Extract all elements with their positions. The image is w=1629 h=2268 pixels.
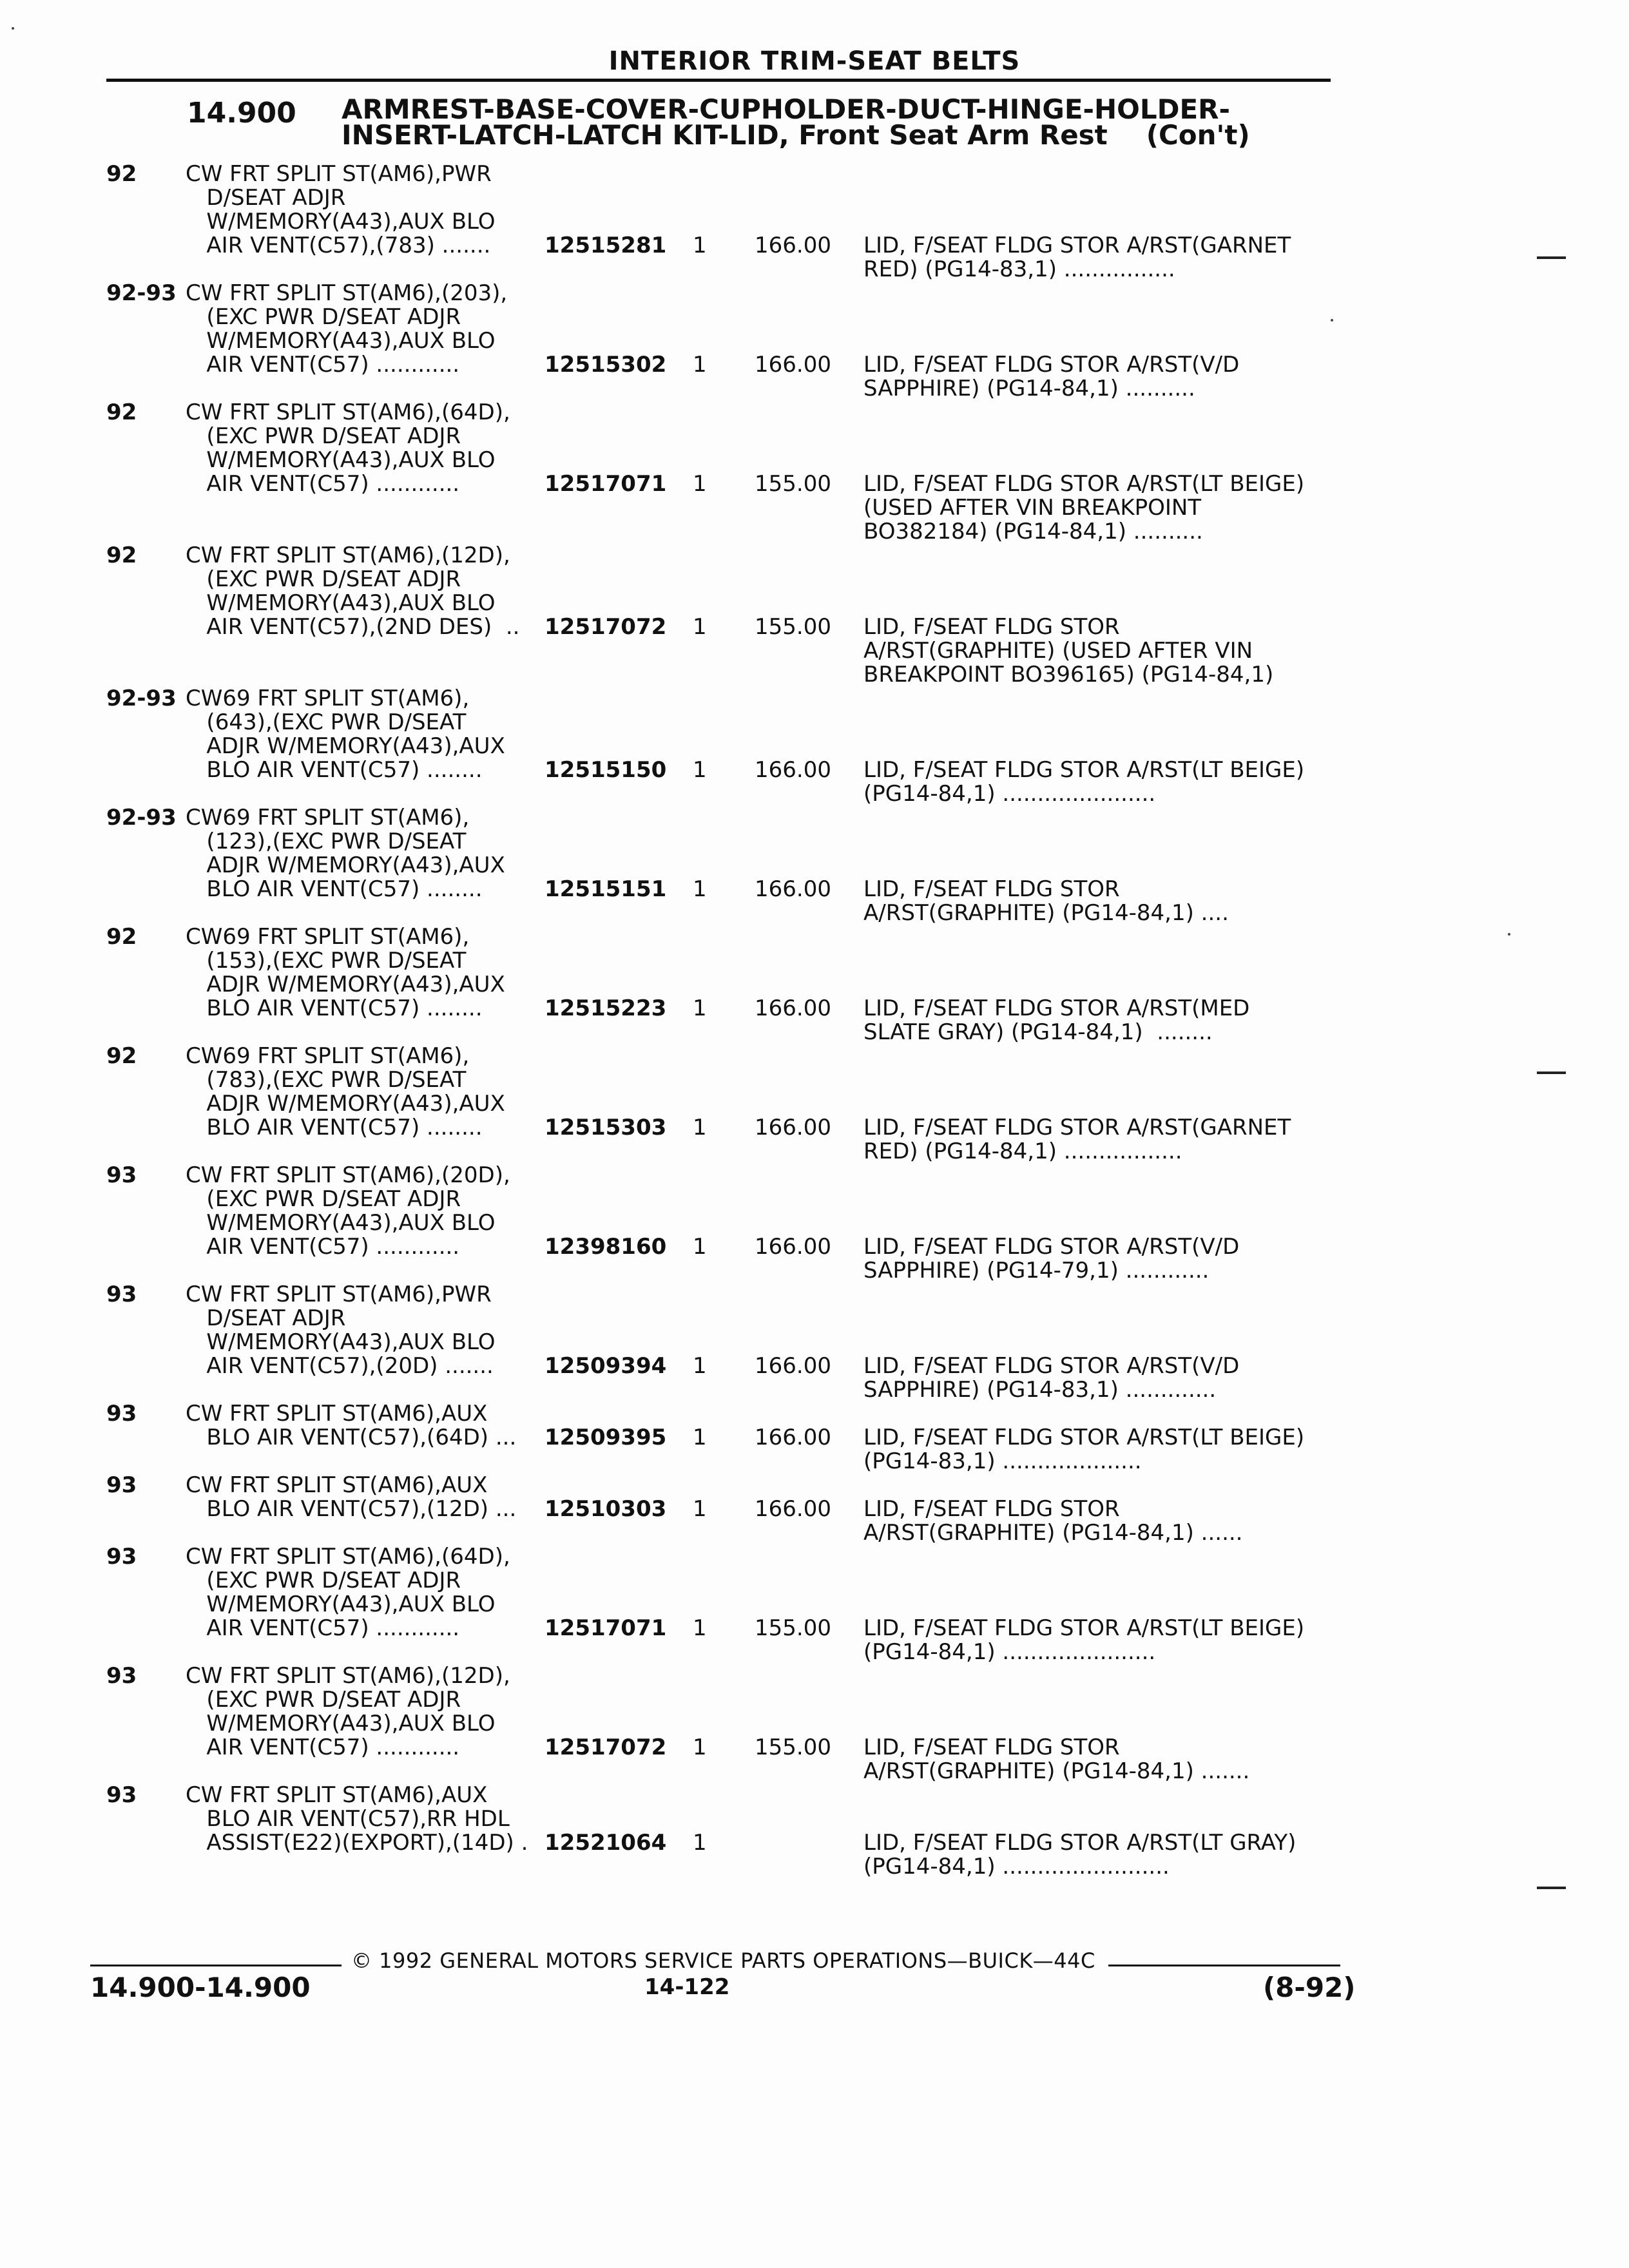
part-number: 12515302 [545, 352, 667, 378]
usage-description-line: CW FRT SPLIT ST(AM6),(20D), [186, 1162, 510, 1188]
usage-description-line: AIR VENT(C57) ............ [186, 1615, 460, 1641]
part-description-line: LID, F/SEAT FLDG STOR A/RST(GARNET [863, 233, 1291, 258]
usage-description-line: CW FRT SPLIT ST(AM6),(12D), [186, 1663, 510, 1689]
usage-description-line: (EXC PWR D/SEAT ADJR [186, 423, 461, 449]
quantity: 1 [693, 471, 707, 497]
part-description-line: (USED AFTER VIN BREAKPOINT [863, 495, 1202, 521]
part-number: 12509394 [545, 1353, 667, 1379]
part-description [863, 878, 1353, 925]
model-year: 92-93 [106, 686, 177, 711]
usage-description-line: CW69 FRT SPLIT ST(AM6), [186, 1043, 470, 1069]
part-description [863, 234, 1353, 282]
part-description [863, 1617, 1353, 1664]
usage-description-line: AIR VENT(C57) ............ [186, 471, 460, 497]
usage-description-line: AIR VENT(C57),(783) ....... [186, 233, 491, 258]
usage-description-line: (EXC PWR D/SEAT ADJR [186, 1687, 461, 1713]
usage-description-line: BLO AIR VENT(C57) ........ [186, 995, 483, 1021]
usage-description-line: (EXC PWR D/SEAT ADJR [186, 1186, 461, 1212]
part-description-line: LID, F/SEAT FLDG STOR A/RST(LT BEIGE) [863, 1425, 1305, 1450]
usage-description-line: CW FRT SPLIT ST(AM6),AUX [186, 1401, 488, 1427]
part-description-line: (PG14-83,1) .................... [863, 1448, 1142, 1474]
quantity: 1 [693, 1425, 707, 1450]
usage-description [186, 806, 553, 901]
model-year: 93 [106, 1544, 137, 1570]
quantity: 1 [693, 876, 707, 902]
part-description-line: RED) (PG14-83,1) ................ [863, 256, 1175, 282]
usage-description-line: AIR VENT(C57) ............ [186, 352, 460, 378]
part-description-line: SAPPHIRE) (PG14-84,1) .......... [863, 376, 1195, 401]
footer-rule-left [90, 1965, 342, 1966]
usage-description-line: AIR VENT(C57),(2ND DES) .. [186, 614, 520, 640]
model-year: 92 [106, 399, 137, 425]
section-continued: (Con't) [1146, 119, 1250, 151]
list-price: 166.00 [755, 233, 831, 258]
part-description-line: LID, F/SEAT FLDG STOR [863, 1735, 1120, 1760]
part-number: 12515281 [545, 233, 667, 258]
quantity: 1 [693, 352, 707, 378]
margin-mark [1537, 1887, 1566, 1889]
header-rule [106, 79, 1331, 82]
footer-rule-right [1108, 1965, 1340, 1966]
model-year: 93 [106, 1663, 137, 1689]
list-price: 166.00 [755, 876, 831, 902]
part-number: 12517072 [545, 1735, 667, 1760]
table-row [0, 282, 1629, 401]
list-price: 166.00 [755, 757, 831, 783]
list-price: 155.00 [755, 1735, 831, 1760]
usage-description [186, 1164, 553, 1259]
usage-description-line: CW FRT SPLIT ST(AM6),PWR [186, 161, 492, 187]
list-price: 166.00 [755, 352, 831, 378]
usage-description [186, 1044, 553, 1140]
usage-description [186, 401, 553, 496]
model-year: 93 [106, 1472, 137, 1498]
model-year: 93 [106, 1782, 137, 1808]
usage-description-line: (643),(EXC PWR D/SEAT [186, 709, 467, 735]
part-number: 12521064 [545, 1830, 667, 1856]
table-row [0, 1402, 1629, 1474]
part-description-line: LID, F/SEAT FLDG STOR A/RST(LT GRAY) [863, 1830, 1296, 1856]
part-description-line: LID, F/SEAT FLDG STOR A/RST(V/D [863, 1353, 1240, 1379]
usage-description-line: ADJR W/MEMORY(A43),AUX [186, 972, 505, 997]
usage-description [186, 162, 553, 258]
part-description-line: A/RST(GRAPHITE) (PG14-84,1) .... [863, 900, 1229, 926]
part-number: 12515151 [545, 876, 667, 902]
section-title-line2: INSERT-LATCH-LATCH KIT-LID, Front Seat Arm Rest [342, 119, 1108, 151]
page-title: INTERIOR TRIM-SEAT BELTS [608, 46, 1021, 76]
list-price: 166.00 [755, 1496, 831, 1522]
table-row [0, 925, 1629, 1044]
part-description-line: RED) (PG14-84,1) ................. [863, 1139, 1182, 1164]
usage-description-line: (EXC PWR D/SEAT ADJR [186, 304, 461, 330]
usage-description-line: BLO AIR VENT(C57) ........ [186, 1115, 483, 1140]
model-year: 92-93 [106, 805, 177, 831]
usage-description-line: CW69 FRT SPLIT ST(AM6), [186, 805, 470, 831]
part-description [863, 1116, 1353, 1164]
part-description [863, 758, 1353, 806]
usage-description [186, 544, 553, 639]
part-description [863, 1831, 1353, 1879]
scan-speck [12, 27, 14, 30]
model-year: 93 [106, 1162, 137, 1188]
part-number: 12515303 [545, 1115, 667, 1140]
part-number: 12398160 [545, 1234, 667, 1260]
part-description [863, 472, 1353, 544]
usage-description [186, 1474, 553, 1521]
usage-description-line: D/SEAT ADJR [186, 1305, 346, 1331]
usage-description-line: W/MEMORY(A43),AUX BLO [186, 1591, 496, 1617]
part-description-line: LID, F/SEAT FLDG STOR [863, 876, 1120, 902]
part-description [863, 997, 1353, 1044]
usage-description-line: BLO AIR VENT(C57),(12D) ... [186, 1496, 517, 1522]
usage-description-line: (153),(EXC PWR D/SEAT [186, 948, 467, 974]
part-description [863, 615, 1353, 687]
model-year: 92 [106, 543, 137, 568]
margin-mark [1537, 1072, 1566, 1074]
part-description-line: SLATE GRAY) (PG14-84,1) ........ [863, 1019, 1213, 1045]
usage-description-line: AIR VENT(C57) ............ [186, 1234, 460, 1260]
model-year: 93 [106, 1282, 137, 1307]
part-description-line: LID, F/SEAT FLDG STOR [863, 614, 1120, 640]
usage-description-line: W/MEMORY(A43),AUX BLO [186, 1210, 496, 1236]
table-row [0, 162, 1629, 282]
section-range: 14.900-14.900 [90, 1972, 311, 2003]
table-row [0, 687, 1629, 806]
list-price: 155.00 [755, 471, 831, 497]
usage-description-line: CW FRT SPLIT ST(AM6),(64D), [186, 1544, 510, 1570]
usage-description-line: ADJR W/MEMORY(A43),AUX [186, 733, 505, 759]
usage-description-line: BLO AIR VENT(C57) ........ [186, 876, 483, 902]
part-description-line: A/RST(GRAPHITE) (PG14-84,1) ....... [863, 1758, 1250, 1784]
section-title [342, 93, 1289, 151]
table-row [0, 1664, 1629, 1783]
list-price: 155.00 [755, 614, 831, 640]
model-year: 92 [106, 1043, 137, 1069]
part-description-line: LID, F/SEAT FLDG STOR A/RST(LT BEIGE) [863, 757, 1305, 783]
list-price: 155.00 [755, 1615, 831, 1641]
quantity: 1 [693, 1496, 707, 1522]
quantity: 1 [693, 995, 707, 1021]
part-number: 12517072 [545, 614, 667, 640]
part-description-line: LID, F/SEAT FLDG STOR [863, 1496, 1120, 1522]
part-description [863, 353, 1353, 401]
usage-description-line: CW69 FRT SPLIT ST(AM6), [186, 686, 470, 711]
part-description-line: SAPPHIRE) (PG14-79,1) ............ [863, 1258, 1210, 1283]
part-number: 12510303 [545, 1496, 667, 1522]
table-row [0, 1044, 1629, 1164]
usage-description-line: CW FRT SPLIT ST(AM6),(203), [186, 280, 508, 306]
usage-description-line: W/MEMORY(A43),AUX BLO [186, 447, 496, 473]
part-description-line: LID, F/SEAT FLDG STOR A/RST(V/D [863, 352, 1240, 378]
usage-description-line: ASSIST(E22)(EXPORT),(14D) . [186, 1830, 528, 1856]
usage-description-line: (EXC PWR D/SEAT ADJR [186, 1568, 461, 1593]
list-price: 166.00 [755, 1353, 831, 1379]
usage-description-line: W/MEMORY(A43),AUX BLO [186, 209, 496, 235]
usage-description-line: W/MEMORY(A43),AUX BLO [186, 1329, 496, 1355]
model-year: 92-93 [106, 280, 177, 306]
list-price: 166.00 [755, 1425, 831, 1450]
usage-description-line: ADJR W/MEMORY(A43),AUX [186, 852, 505, 878]
margin-mark [1537, 256, 1566, 259]
part-number: 12517071 [545, 1615, 667, 1641]
part-description [863, 1235, 1353, 1283]
model-year: 93 [106, 1401, 137, 1427]
part-description-line: BO382184) (PG14-84,1) .......... [863, 519, 1203, 544]
quantity: 1 [693, 757, 707, 783]
part-description-line: A/RST(GRAPHITE) (PG14-84,1) ...... [863, 1520, 1243, 1546]
usage-description [186, 1664, 553, 1760]
part-number: 12509395 [545, 1425, 667, 1450]
quantity: 1 [693, 1115, 707, 1140]
usage-description [186, 282, 553, 377]
part-description-line: LID, F/SEAT FLDG STOR A/RST(LT BEIGE) [863, 471, 1305, 497]
usage-description [186, 1283, 553, 1378]
usage-description-line: (783),(EXC PWR D/SEAT [186, 1067, 467, 1093]
usage-description-line: CW FRT SPLIT ST(AM6),AUX [186, 1782, 488, 1808]
part-description-line: BREAKPOINT BO396165) (PG14-84,1) [863, 662, 1274, 687]
quantity: 1 [693, 1830, 707, 1856]
usage-description-line: W/MEMORY(A43),AUX BLO [186, 328, 496, 354]
usage-description-line: BLO AIR VENT(C57),(64D) ... [186, 1425, 517, 1450]
usage-description-line: (123),(EXC PWR D/SEAT [186, 829, 467, 854]
usage-description-line: AIR VENT(C57) ............ [186, 1735, 460, 1760]
scan-speck [1508, 933, 1510, 936]
table-row [0, 806, 1629, 925]
part-description [863, 1426, 1353, 1474]
table-row [0, 1545, 1629, 1664]
table-row [0, 1164, 1629, 1283]
table-row [0, 1783, 1629, 1879]
section-number: 14.900 [187, 97, 296, 130]
usage-description-line: D/SEAT ADJR [186, 185, 346, 211]
usage-description-line: W/MEMORY(A43),AUX BLO [186, 1711, 496, 1736]
model-year: 92 [106, 924, 137, 950]
quantity: 1 [693, 1234, 707, 1260]
part-number: 12515223 [545, 995, 667, 1021]
page-number: 14-122 [644, 1974, 730, 2000]
copyright-notice: © 1992 GENERAL MOTORS SERVICE PARTS OPERATIONS—BUICK—44C [351, 1948, 1095, 1973]
quantity: 1 [693, 233, 707, 258]
part-description-line: (PG14-84,1) ...................... [863, 781, 1156, 807]
usage-description-line: CW FRT SPLIT ST(AM6),(12D), [186, 543, 510, 568]
part-description-line: SAPPHIRE) (PG14-83,1) ............. [863, 1377, 1217, 1403]
part-description [863, 1736, 1353, 1783]
part-number: 12517071 [545, 471, 667, 497]
usage-description-line: CW FRT SPLIT ST(AM6),PWR [186, 1282, 492, 1307]
part-description [863, 1497, 1353, 1545]
table-row [0, 1474, 1629, 1545]
part-description-line: LID, F/SEAT FLDG STOR A/RST(GARNET [863, 1115, 1291, 1140]
part-description [863, 1354, 1353, 1402]
table-row [0, 544, 1629, 687]
quantity: 1 [693, 1353, 707, 1379]
usage-description-line: BLO AIR VENT(C57),RR HDL [186, 1806, 510, 1832]
usage-description-line: ADJR W/MEMORY(A43),AUX [186, 1091, 505, 1117]
list-price: 166.00 [755, 995, 831, 1021]
usage-description [186, 1402, 553, 1450]
list-price: 166.00 [755, 1115, 831, 1140]
section-title-line1: ARMREST-BASE-COVER-CUPHOLDER-DUCT-HINGE-HOLDER- [342, 93, 1230, 125]
quantity: 1 [693, 614, 707, 640]
usage-description-line: AIR VENT(C57),(20D) ....... [186, 1353, 494, 1379]
table-row [0, 401, 1629, 544]
quantity: 1 [693, 1735, 707, 1760]
usage-description [186, 925, 553, 1021]
model-year: 92 [106, 161, 137, 187]
list-price: 166.00 [755, 1234, 831, 1260]
usage-description-line: W/MEMORY(A43),AUX BLO [186, 590, 496, 616]
quantity: 1 [693, 1615, 707, 1641]
table-row [0, 1283, 1629, 1402]
part-description-line: (PG14-84,1) ........................ [863, 1854, 1170, 1879]
date-code: (8-92) [1263, 1972, 1356, 2003]
usage-description [186, 1545, 553, 1640]
usage-description [186, 687, 553, 782]
part-description-line: (PG14-84,1) ...................... [863, 1639, 1156, 1665]
usage-description-line: BLO AIR VENT(C57) ........ [186, 757, 483, 783]
part-description-line: LID, F/SEAT FLDG STOR A/RST(MED [863, 995, 1250, 1021]
usage-description-line: (EXC PWR D/SEAT ADJR [186, 566, 461, 592]
usage-description-line: CW FRT SPLIT ST(AM6),AUX [186, 1472, 488, 1498]
part-description-line: A/RST(GRAPHITE) (USED AFTER VIN [863, 638, 1253, 664]
usage-description [186, 1783, 553, 1855]
part-description-line: LID, F/SEAT FLDG STOR A/RST(LT BEIGE) [863, 1615, 1305, 1641]
part-description-line: LID, F/SEAT FLDG STOR A/RST(V/D [863, 1234, 1240, 1260]
part-number: 12515150 [545, 757, 667, 783]
usage-description-line: CW FRT SPLIT ST(AM6),(64D), [186, 399, 510, 425]
scan-speck [1331, 319, 1333, 322]
usage-description-line: CW69 FRT SPLIT ST(AM6), [186, 924, 470, 950]
